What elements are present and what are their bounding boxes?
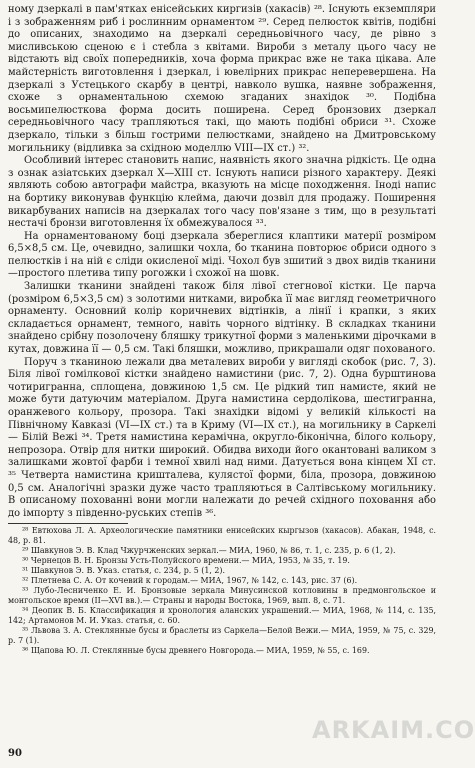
paragraph-4: Залишки тканини знайдені також біля лівої стегнової кістки. Це парча (розміром 6,5×3,5 см) з золотими нитками, виробка її має вигляд геометричного орнаменту. Основний колір коричневих відтінків, а лінії і крапки, з яких складається орнамент, темного, навіть чорного відтінку. В складках тканини знайдено срібну позолочену бляшку трикутної форми з маленькими дірочками в кутах, довжина її — 0,5 см. Такі бляшки, можливо, прикрашали одяг похованого. bbox=[8, 281, 436, 356]
footnotes bbox=[8, 526, 436, 656]
paragraph-2: Особливий інтерес становить напис, наявність якого значна рідкість. Це одна з ознак азіатських дзеркал X—XIII ст. Існують написи різного характеру. Деякі являють собою автографи майстра, вказують на місце походження. Іноді напис на бортику виконував функцію клейма, даючи дозвіл для продажу. Поширення викарбуваних написів на дзеркалах того часу пов'язане з тим, що в результаті нестачі бронзи виготовлення їх обмежувалося ³³. bbox=[8, 155, 436, 230]
footnote-35: ³⁵ Львова З. А. Стеклянные бусы и браслеты из Саркела—Белой Вежи.— МИА, 1959, № 75, с. 329, р. 7 (1). bbox=[8, 626, 436, 646]
paragraph-3: На орнаментованому боці дзеркала збереглися клаптики матерії розміром 6,5×8,5 см. Це, очевидно, залишки чохла, бо тканина повторює обриси одного з пелюстків і на ній є сліди окисленої міді. Чохол був зшитий з двох видів тканини—простого плетива типу рогожки і схожої на шовк. bbox=[8, 230, 436, 280]
footnote-divider bbox=[8, 523, 128, 524]
paragraph-1: ному дзеркалі в пам'ятках енісейських киргизів (хакасів) ²⁸. Існують екземпляри і з зображенням риб і рослинним орнаментом ²⁹. Серед пелюсток квітів, подібні до описаних, знаходимо на дзеркалі середньовічного часу, де рівно з мисливською сценою є і стебла з квітами. Вироби з металу цього часу не відстають від своїх попередників, хоча форма прикрас вже не така цікава. Але майстерність виготовлення і дзеркал, і ювелірних прикрас неперевершена. На дзеркалі з Устецького скарбу в центрі, навколо вушка, наявне зображення, схоже з орнаментальною схемою згаданих знахідок ³⁰. Подібна восьмипелюсткова форма досить поширена. Серед бронзових дзеркал середньовічного часу трапляються такі, що мають подібні обриси ³¹. Схоже дзеркало, тільки з більш гострими пелюстками, знайдено на Дмитровському могильнику (відливка за східною моделлю VIII—IX ст.) ³². bbox=[8, 4, 436, 154]
page-body bbox=[8, 4, 436, 656]
footnote-31: ³¹ Шавкунов Э. В. Указ. статья, с. 234, р. 5 (1, 2). bbox=[22, 566, 226, 576]
footnote-33: ³³ Лубо-Лесниченко Е. И. Бронзовые зеркала Минусинской котловины в предмонгольское и монгольское время (II—XVI вв.).— Страны и народы Востока, 1969, вып. 8, с. 71. bbox=[8, 586, 436, 606]
watermark-logo: ARKAIM.CO bbox=[312, 716, 475, 744]
paragraph-5: Поруч з тканиною лежали два металевих вироби у вигляді скобок (рис. 7, 3). Біля лівої гомілкової кістки знайдено намистини (рис. 7, 2). Одна бурштинова чотиригранна, сплощена, довжиною 1,5 см. Це рідкий тип намисте, який не може бути датуючим матеріалом. Друга намистина сердолікова, шестигранна, оранжевого кольору, прозора. Такі знахідки відомі у великій кількості на Північному Кавказі (VI—IX ст.) та в Криму (VI—IX ст.), на могильнику в Саркелі — Білій Вежі ³⁴. Третя намистина керамічна, округло-біконічна, білого кольору, непрозора. Отвір для нитки широкий. Обидва виходи його окантовані валиком з залишками жовтої фарби і темної хвилі над ними. Датується вона кінцем XI ст. ³⁵ Четверта намистина кришталева, кулястої форми, біла, прозора, довжиною 0,5 см. Аналогічні зразки дуже часто трапляються в Салтівському могильнику. В описаному похованні вони могли належати до речей східного поховання або до імпорту з південно-руських степів ³⁶. bbox=[8, 356, 436, 519]
footnote-36: ³⁶ Щапова Ю. Л. Стеклянные бусы древнего Новгорода.— МИА, 1959, № 55, с. 169. bbox=[22, 646, 370, 656]
footnote-32: ³² Плетнева С. А. От кочевий к городам.— МИА, 1967, № 142, с. 143, рис. 37 (6). bbox=[22, 576, 358, 586]
footnote-28: ²⁸ Евтюхова Л. А. Археологические памятники енисейских кыргызов (хакасов). Абакан, 1948, с. 48, р. 81. bbox=[8, 526, 436, 546]
footnote-30: ³⁰ Чернецов В. Н. Бронзы Усть-Полуйского времени.— МИА, 1953, № 35, т. 19. bbox=[22, 556, 350, 566]
footnote-29: ²⁹ Шавкунов Э. В. Клад Чжурчженских зеркал.— МИА, 1960, № 86, т. 1, с. 235, р. 6 (1, 2). bbox=[22, 546, 396, 556]
footnote-34: ³⁴ Деопик В. Б. Классификация и хронология аланских украшений.— МИА, 1968, № 114, с. 135, 142; Артамонов М. И. Указ. статья, с. 60. bbox=[8, 606, 436, 626]
page-number: 90 bbox=[8, 748, 22, 759]
